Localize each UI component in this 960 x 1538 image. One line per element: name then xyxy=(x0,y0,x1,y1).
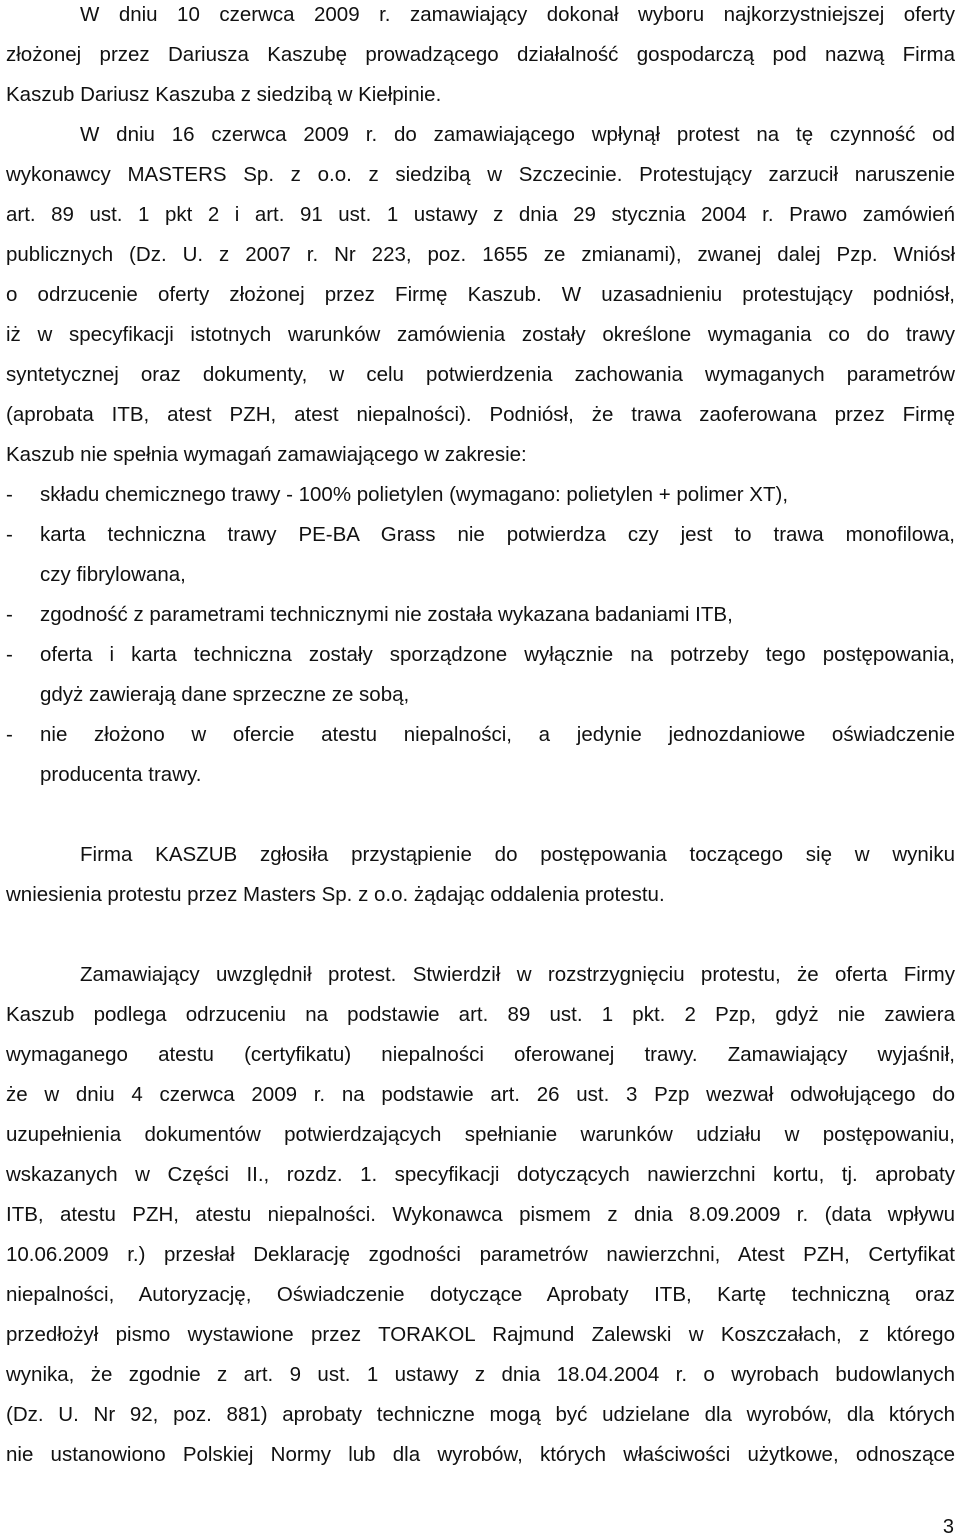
p3-line-2: wniesienia protestu przez Masters Sp. z o.o. żądając oddalenia protestu. xyxy=(6,883,665,906)
p1-line-2: złożonej przez Dariusza Kaszubę prowadzącego działalność gospodarczą pod nazwą Firma xyxy=(6,43,955,66)
p4-line-7: ITB, atestu PZH, atestu niepalności. Wykonawca pismem z dnia 8.09.2009 r. (data wpływu xyxy=(6,1203,955,1226)
list-item-text: gdyż zawierają dane sprzeczne ze sobą, xyxy=(40,683,410,706)
list-item-text: oferta i karta techniczna zostały sporządzone wyłącznie na potrzeby tego postępowania, xyxy=(40,643,955,666)
bullet-dash: - xyxy=(6,723,13,746)
p4-line-5: uzupełnienia dokumentów potwierdzających spełnianie warunków udziału w postępowaniu, xyxy=(6,1123,955,1146)
p2-line-5: o odrzucenie oferty złożonej przez Firmę Kaszub. W uzasadnieniu protestujący podniósł, xyxy=(6,283,955,306)
page-number: 3 xyxy=(942,1516,954,1538)
p2-line-3: art. 89 ust. 1 pkt 2 i art. 91 ust. 1 ustawy z dnia 29 stycznia 2004 r. Prawo zamówień xyxy=(6,203,955,226)
p1-line-1: W dniu 10 czerwca 2009 r. zamawiający dokonał wyboru najkorzystniejszej oferty xyxy=(80,3,955,26)
p1-line-3: Kaszub Dariusz Kaszuba z siedzibą w Kiełpinie. xyxy=(6,83,442,106)
bullet-dash: - xyxy=(6,603,13,626)
p4-line-1: Zamawiający uwzględnił protest. Stwierdził w rozstrzygnięciu protestu, że oferta Firmy xyxy=(80,963,955,986)
p4-line-9: niepalności, Autoryzację, Oświadczenie dotyczące Aprobaty ITB, Kartę techniczną oraz xyxy=(6,1283,955,1306)
p4-line-8: 10.06.2009 r.) przesłał Deklarację zgodności parametrów nawierzchni, Atest PZH, Certyfikat xyxy=(6,1243,955,1266)
bullet-dash: - xyxy=(6,643,13,666)
list-item-text: karta techniczna trawy PE-BA Grass nie potwierdza czy jest to trawa monofilowa, xyxy=(40,523,955,546)
list-item-text: nie złożono w ofercie atestu niepalności, a jedynie jednozdaniowe oświadczenie xyxy=(40,723,955,746)
p4-line-6: wskazanych w Części II., rozdz. 1. specyfikacji dotyczących nawierzchni kortu, tj. aprobaty xyxy=(6,1163,955,1186)
p2-line-7: syntetycznej oraz dokumenty, w celu potwierdzenia zachowania wymaganych parametrów xyxy=(6,363,955,386)
p4-line-4: że w dniu 4 czerwca 2009 r. na podstawie art. 26 ust. 3 Pzp wezwał odwołującego do xyxy=(6,1083,955,1106)
list-item-text: zgodność z parametrami technicznymi nie została wykazana badaniami ITB, xyxy=(40,603,733,626)
p2-line-1: W dniu 16 czerwca 2009 r. do zamawiającego wpłynął protest na tę czynność od xyxy=(80,123,955,146)
p4-line-10: przedłożył pismo wystawione przez TORAKOL Rajmund Zalewski w Koszczałach, z którego xyxy=(6,1323,955,1346)
p4-line-2: Kaszub podlega odrzuceniu na podstawie art. 89 ust. 1 pkt. 2 Pzp, gdyż nie zawiera xyxy=(6,1003,955,1026)
p4-line-11: wynika, że zgodnie z art. 9 ust. 1 ustawy z dnia 18.04.2004 r. o wyrobach budowlanych xyxy=(6,1363,955,1386)
p2-line-4: publicznych (Dz. U. z 2007 r. Nr 223, poz. 1655 ze zmianami), zwanej dalej Pzp. Wniósł xyxy=(6,243,955,266)
p2-line-2: wykonawcy MASTERS Sp. z o.o. z siedzibą w Szczecinie. Protestujący zarzucił naruszenie xyxy=(6,163,955,186)
p2-line-6: iż w specyfikacji istotnych warunków zamówienia zostały określone wymagania co do trawy xyxy=(6,323,955,346)
p4-line-3: wymaganego atestu (certyfikatu) niepalności oferowanej trawy. Zamawiający wyjaśnił, xyxy=(6,1043,955,1066)
list-item-text: czy fibrylowana, xyxy=(40,563,186,586)
p4-line-12: (Dz. U. Nr 92, poz. 881) aprobaty techniczne mogą być udzielane dla wyrobów, dla których xyxy=(6,1403,955,1426)
p2-line-9: Kaszub nie spełnia wymagań zamawiającego w zakresie: xyxy=(6,443,527,466)
bullet-dash: - xyxy=(6,483,13,506)
p3-line-1: Firma KASZUB zgłosiła przystąpienie do postępowania toczącego się w wyniku xyxy=(80,843,955,866)
list-item-text: producenta trawy. xyxy=(40,763,202,786)
p4-line-13: nie ustanowiono Polskiej Normy lub dla wyrobów, których właściwości użytkowe, odnoszące xyxy=(6,1443,955,1466)
list-item-text: składu chemicznego trawy - 100% polietylen (wymagano: polietylen + polimer XT), xyxy=(40,483,789,506)
bullet-dash: - xyxy=(6,523,13,546)
p2-line-8: (aprobata ITB, atest PZH, atest niepalności). Podniósł, że trawa zaoferowana przez Firmę xyxy=(6,403,955,426)
